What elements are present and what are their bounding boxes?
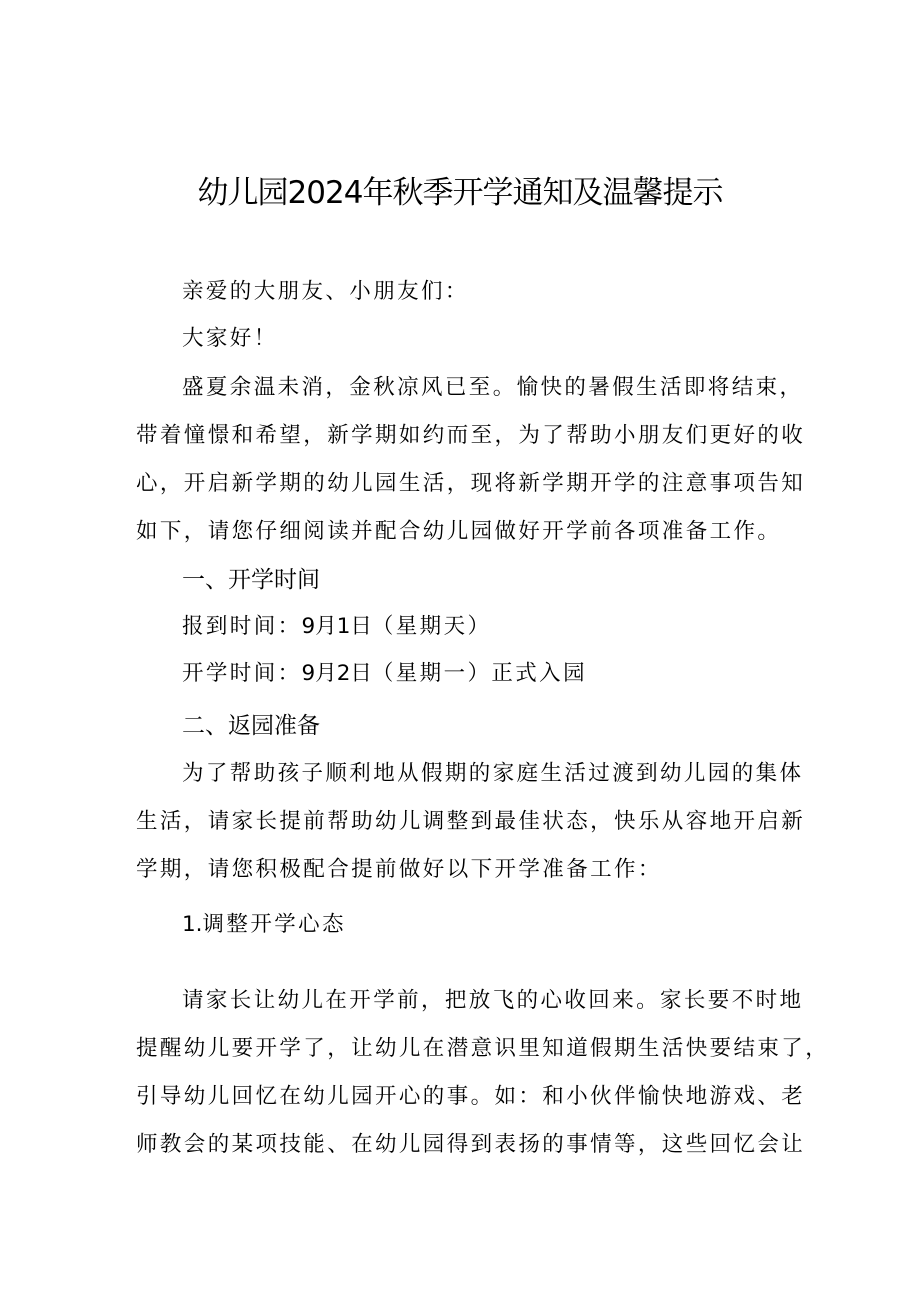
prep-line-1: 为了帮助孩子顺利地从假期的家庭生活过渡到幼儿园的集体	[182, 761, 804, 786]
item-1-heading	[182, 908, 346, 942]
section-heading-return-prep: 二、返园准备	[182, 713, 320, 739]
report-time-date: 9月1日	[301, 614, 372, 639]
report-time-day: （星期天）	[371, 614, 492, 639]
report-time-line	[182, 610, 491, 644]
section-heading-start-time: 一、开学时间	[182, 567, 320, 593]
intro-line-3: 心，开启新学期的幼儿园生活，现将新学期开学的注意事项告知	[136, 471, 806, 496]
item-1-line-2: 提醒幼儿要开学了，让幼儿在潜意识里知道假期生活快要结束了，	[136, 1036, 830, 1061]
salutation: 大家好！	[182, 326, 278, 351]
start-time-label: 开学时间：	[182, 661, 302, 686]
prep-line-3: 学期，请您积极配合提前做好以下开学准备工作：	[136, 857, 662, 882]
item-1-title: 调整开学心态	[202, 912, 346, 937]
start-time-line	[182, 657, 587, 691]
prep-line-2: 生活，请家长提前帮助幼儿调整到最佳状态，快乐从容地开启新	[136, 809, 806, 834]
document-title: 幼儿园2024年秋季开学通知及温馨提示	[197, 175, 723, 211]
item-1-line-1: 请家长让幼儿在开学前，把放飞的心收回来。家长要不时地	[182, 988, 804, 1013]
intro-line-2: 带着憧憬和希望，新学期如约而至，为了帮助小朋友们更好的收	[136, 423, 806, 448]
start-time-rest: （星期一）正式入园	[371, 661, 587, 686]
item-1-number: 1.	[182, 912, 203, 937]
item-1-line-3: 引导幼儿回忆在幼儿园开心的事。如：和小伙伴愉快地游戏、老	[136, 1084, 806, 1109]
intro-line-4: 如下，请您仔细阅读并配合幼儿园做好开学前各项准备工作。	[136, 519, 782, 544]
report-time-label: 报到时间：	[182, 614, 302, 639]
greeting: 亲爱的大朋友、小朋友们：	[182, 279, 469, 304]
intro-line-1: 盛夏余温未消，金秋凉风已至。愉快的暑假生活即将结束，	[182, 375, 804, 400]
start-time-date: 9月2日	[301, 661, 372, 686]
item-1-line-4: 师教会的某项技能、在幼儿园得到表扬的事情等，这些回忆会让	[136, 1132, 806, 1157]
